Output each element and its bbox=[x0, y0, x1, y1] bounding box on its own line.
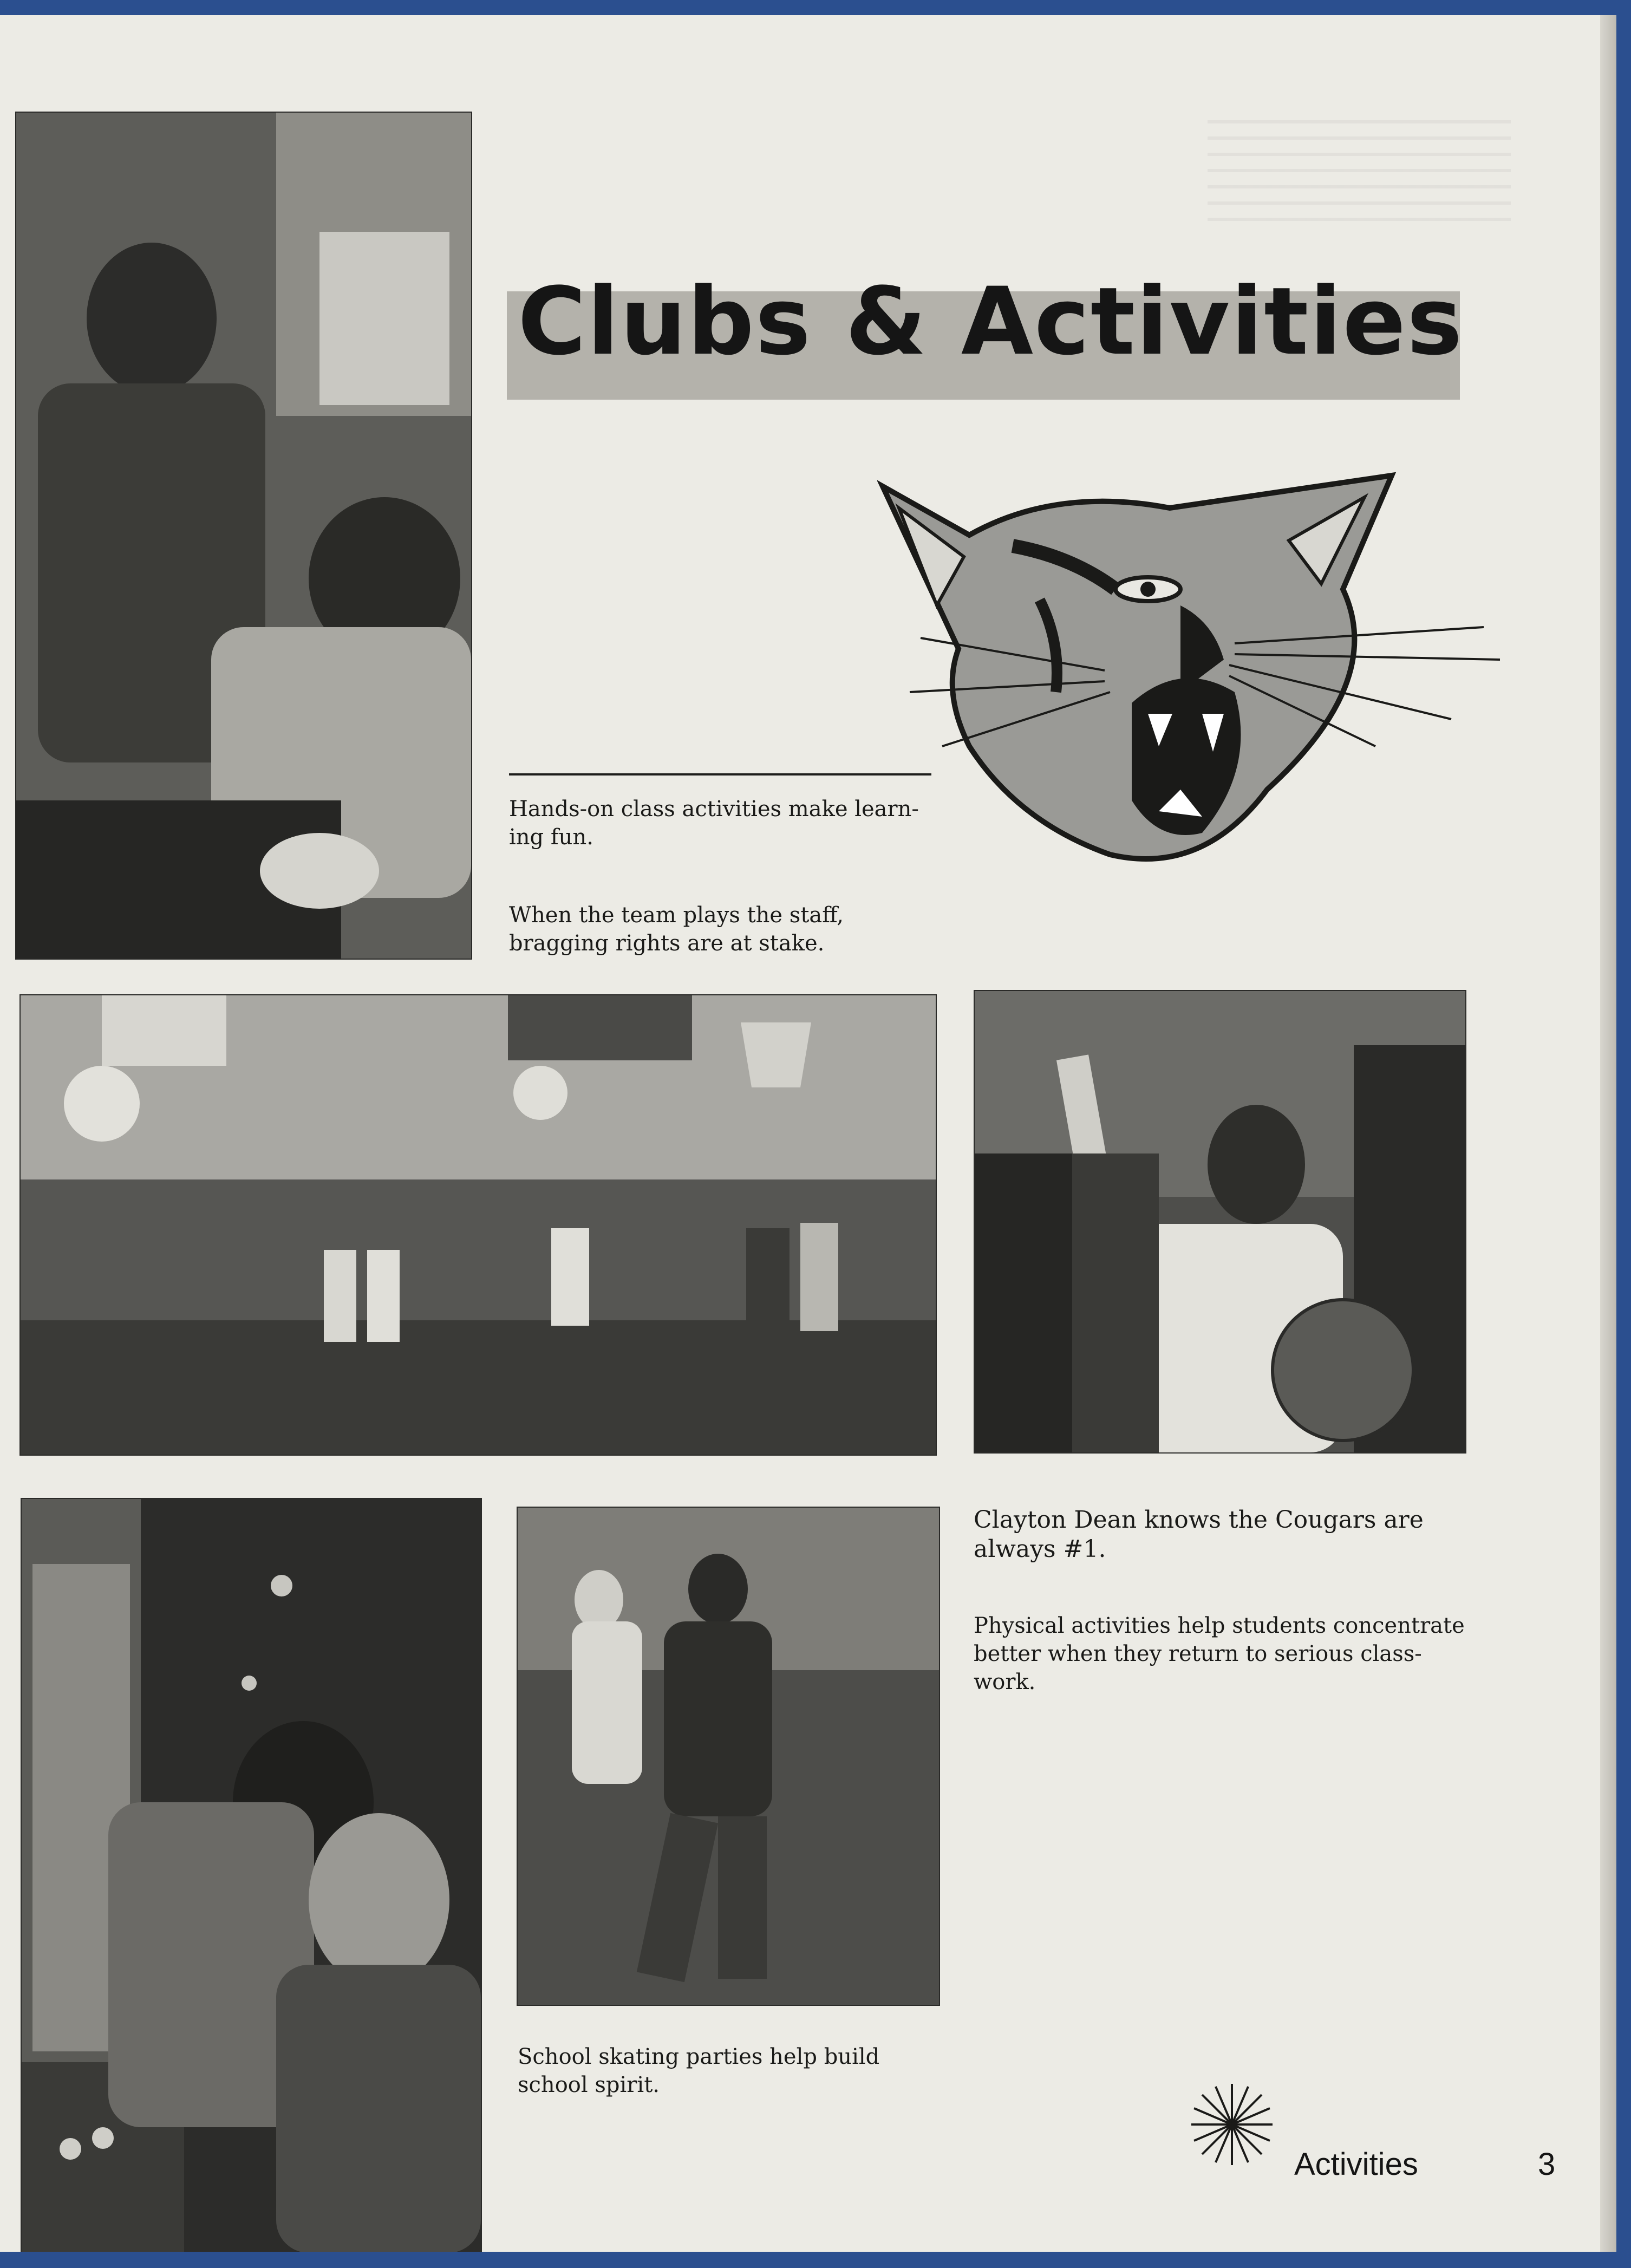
caption-team-staff: When the team plays the staff, bragging rights are at stake. bbox=[509, 903, 844, 956]
starburst-icon bbox=[1191, 2084, 1273, 2165]
photo-clayton-dean bbox=[974, 990, 1466, 1454]
cougar-mascot-icon bbox=[877, 465, 1505, 887]
caption-clayton: Clayton Dean knows the Cougars are always #1. bbox=[974, 1506, 1424, 1563]
caption-rule bbox=[509, 773, 931, 775]
bleed-through-text bbox=[1208, 113, 1511, 221]
section-label: Activities bbox=[1294, 2147, 1418, 2182]
photo-gym-game bbox=[19, 994, 937, 1456]
caption-skating: School skating parties help build school spirit. bbox=[518, 2044, 880, 2097]
title-banner bbox=[507, 267, 1464, 405]
photo-arcade bbox=[21, 1498, 482, 2252]
page-spine-shadow bbox=[1600, 15, 1616, 2252]
photo-outdoor-play bbox=[517, 1507, 940, 2006]
page-number: 3 bbox=[1538, 2147, 1556, 2182]
caption-physical: Physical activities help students concentrate better when they return to serious class-work. bbox=[974, 1613, 1465, 1695]
page-title: Clubs & Activities bbox=[518, 267, 1464, 376]
caption-hands-on: Hands-on class activities make learn-ing fun. bbox=[509, 797, 919, 850]
yearbook-page bbox=[0, 15, 1616, 2252]
photo-class-activity bbox=[15, 112, 472, 960]
